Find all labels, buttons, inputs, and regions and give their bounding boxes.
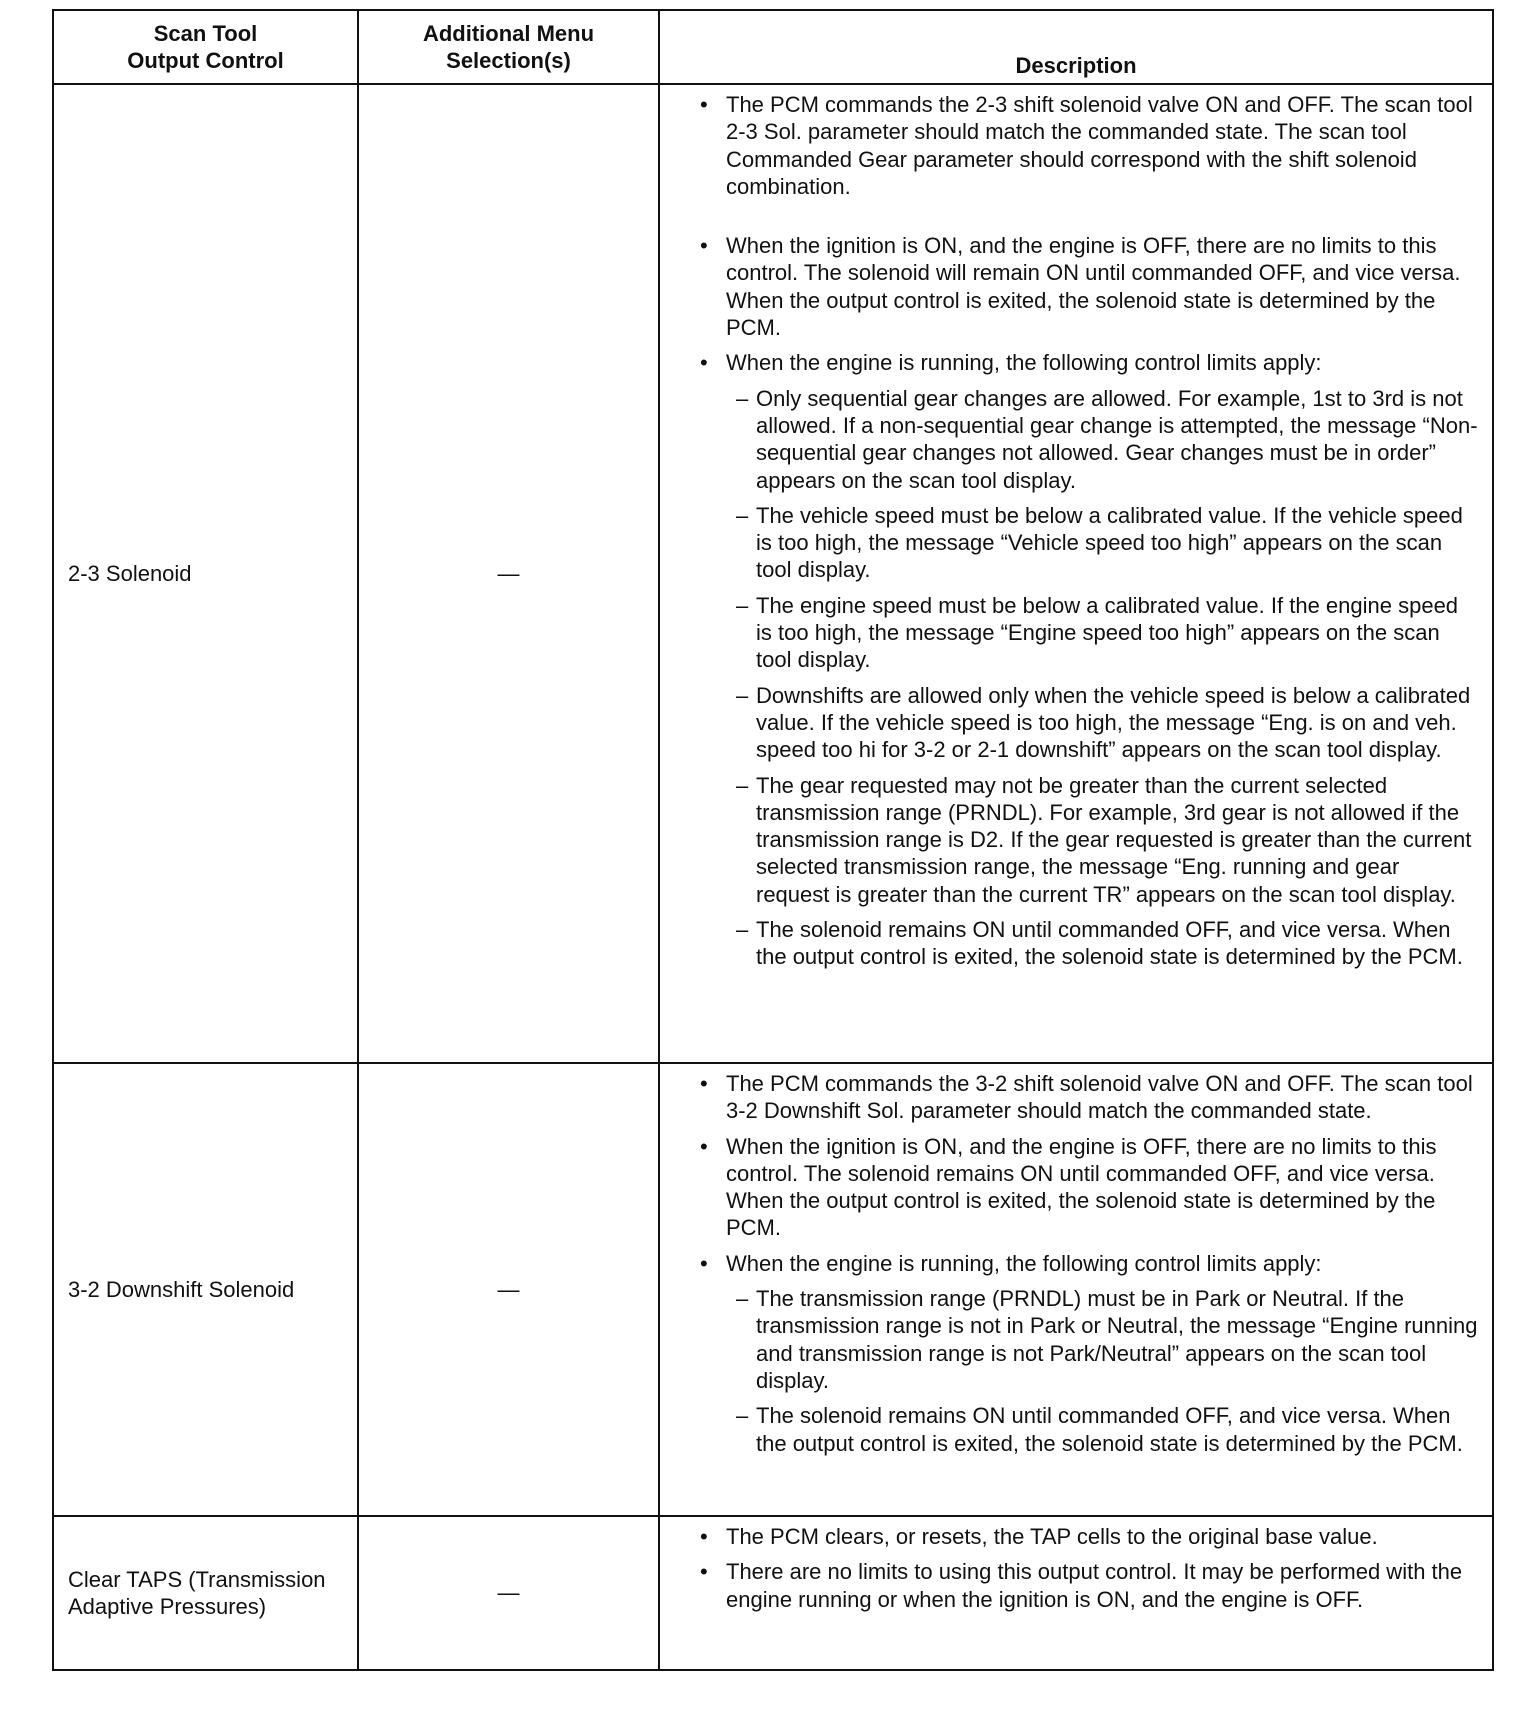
bullet-item [698,1070,1478,1125]
bullet-item [698,91,1478,200]
output-control-cell: 2-3 Solenoid [53,84,358,1063]
description-cell [659,84,1493,1063]
bullet-text: The PCM commands the 3-2 shift solenoid valve ON and OFF. The scan tool 3-2 Downshift Sol. parameter should match the commanded state. [726,1071,1473,1124]
bullet-item [698,1133,1478,1242]
bullet-item [698,1250,1478,1457]
table-row [53,84,1493,1063]
header-row [53,10,1493,84]
bullet-list [698,1523,1478,1613]
bullet-text: The PCM clears, or resets, the TAP cells to the original base value. [726,1524,1378,1549]
bullet-list [698,1070,1478,1457]
bullet-item [698,1523,1478,1550]
sub-item: – Only sequential gear changes are allowed. For example, 1st to 3rd is not allowed. If a non-sequential gear change is attempted, the message “Non-sequential gear changes not allowed. Gear changes must be in order” appears on the scan tool display. [726,385,1478,494]
menu-selection-cell: — [358,1063,659,1516]
header-additional-menu: Additional Menu Selection(s) [358,10,659,84]
description-cell [659,1063,1493,1516]
header-description: Description [659,10,1493,84]
menu-selection-cell: — [358,84,659,1063]
bullet-text: When the ignition is ON, and the engine is OFF, there are no limits to this control. The solenoid remains ON until commanded OFF, and vice versa. When the output control is exited, the solenoid state is determined by the PCM. [726,1133,1437,1241]
sub-item: – The solenoid remains ON until commanded OFF, and vice versa. When the output control is exited, the solenoid state is determined by the PCM. [726,916,1478,971]
bullet-text: When the engine is running, the following control limits apply: [726,350,1322,376]
bullet-item [698,1558,1478,1613]
description-cell [659,1516,1493,1670]
sub-item: – The solenoid remains ON until commanded OFF, and vice versa. When the output control is exited, the solenoid state is determined by the PCM. [726,1402,1478,1457]
bullet-item [698,349,1478,970]
sub-item: – Downshifts are allowed only when the vehicle speed is below a calibrated value. If the vehicle speed is too high, the message “Eng. is on and veh. speed too hi for 3-2 or 2-1 downshift” appears on the scan tool display. [726,682,1478,764]
output-control-cell: 3-2 Downshift Solenoid [53,1063,358,1516]
header-scan-tool-output-control: Scan Tool Output Control [53,10,358,84]
bullet-text: When the ignition is ON, and the engine is OFF, there are no limits to this control. The solenoid will remain ON until commanded OFF, and vice versa. When the output control is exited, the solenoid state is determined by the PCM. [726,233,1461,341]
sub-item: – The vehicle speed must be below a calibrated value. If the vehicle speed is too high, the message “Vehicle speed too high” appears on the scan tool display. [726,502,1478,584]
bullet-list [698,91,1478,971]
sub-list [726,385,1478,971]
sub-item: – The engine speed must be below a calibrated value. If the engine speed is too high, the message “Engine speed too high” appears on the scan tool display. [726,592,1478,674]
bullet-text: The PCM commands the 2-3 shift solenoid valve ON and OFF. The scan tool 2-3 Sol. parameter should match the commanded state. The scan tool Commanded Gear parameter should correspond with the shift solenoid combination. [726,92,1473,199]
output-control-cell: Clear TAPS (Transmission Adaptive Pressures) [53,1516,358,1670]
output-control-table [52,9,1494,1671]
menu-selection-cell: — [358,1516,659,1670]
table-row [53,1516,1493,1670]
bullet-text: When the engine is running, the following control limits apply: [726,1250,1322,1276]
bullet-text: There are no limits to using this output control. It may be performed with the engine running or when the ignition is ON, and the engine is OFF. [726,1559,1463,1612]
sub-list [726,1285,1478,1457]
bullet-item [698,232,1478,341]
table-row [53,1063,1493,1516]
sub-item: – The transmission range (PRNDL) must be in Park or Neutral. If the transmission range is not in Park or Neutral, the message “Engine running and transmission range is not Park/Neutral” appears on the scan tool display. [726,1285,1478,1394]
sub-item: – The gear requested may not be greater than the current selected transmission range (PRNDL). For example, 3rd gear is not allowed if the transmission range is D2. If the gear requested is greater than the current selected transmission range, the message “Eng. running and gear request is greater than the current TR” appears on the scan tool display. [726,772,1478,908]
